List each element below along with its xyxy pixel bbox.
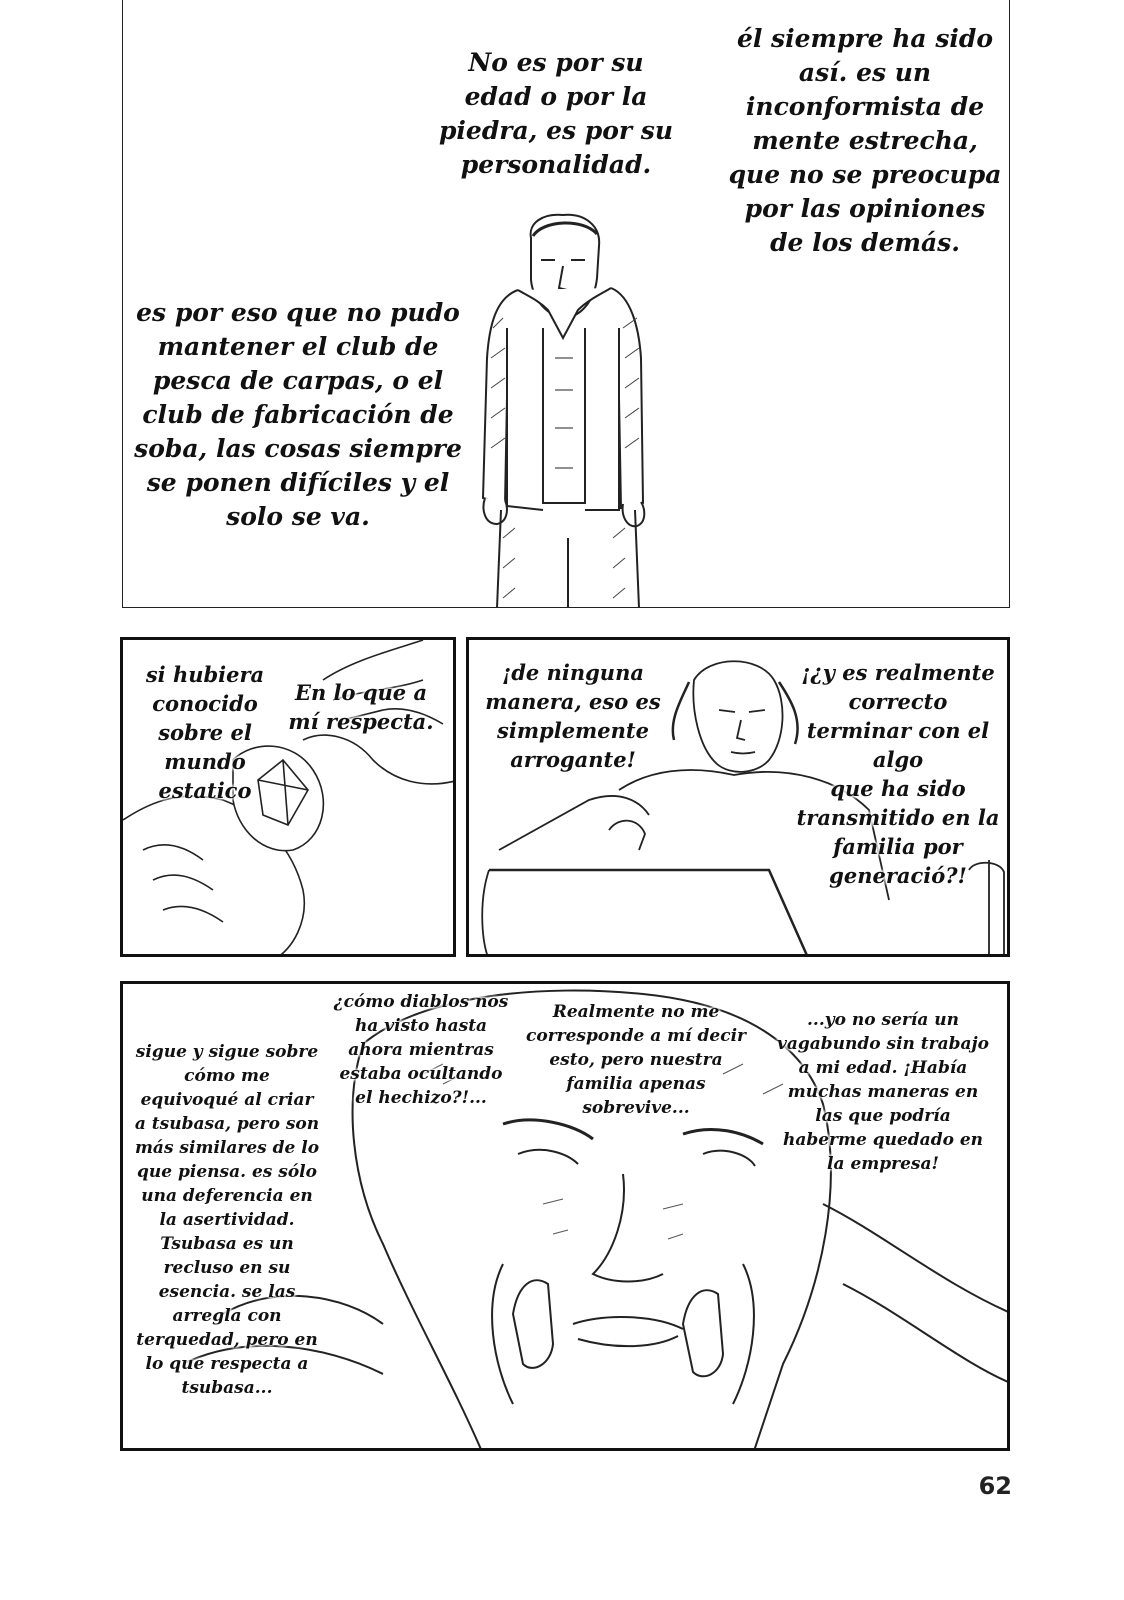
speech-bubble-personality: No es por su edad o por la piedra, es por su personalidad. bbox=[438, 48, 674, 179]
speech-bubble-as-for-me: En lo que a mí respecta. bbox=[288, 680, 434, 734]
speech-bubble-family-survives: Realmente no me corresponde a mí decir esto, pero nuestra familia apenas sobrevive... bbox=[526, 1002, 746, 1118]
speech-bubble-company: ...yo no sería un vagabundo sin trabajo a mi edad. ¡Había muchas maneras en las que podría haberme quedado en la empresa! bbox=[776, 1010, 990, 1174]
speech-bubble-clubs: es por eso que no pudo mantener el club de pesca de carpas, o el club de fabricación de soba, las cosas siempre se ponen difíciles y el solo se va. bbox=[134, 298, 462, 531]
panel-old-man-standing bbox=[122, 0, 1010, 608]
speech-bubble-nonconformist: él siempre ha sido así. es un inconformista de mente estrecha, que no se preocupa por las opiniones de los demás. bbox=[728, 24, 1002, 257]
panel-man-closeup bbox=[120, 981, 1010, 1451]
speech-bubble-raising-tsubasa: sigue y sigue sobre cómo me equivoqué al criar a tsubasa, pero son más similares de lo que piensa. es sólo una deferencia en la asertividad. Tsubasa es un recluso en su esencia. se las arregla con terquedad, pero en lo que respecta a tsubasa... bbox=[134, 1042, 320, 1398]
panel-hands-crystal bbox=[120, 637, 456, 957]
speech-bubble-hiding-spell: ¿cómo diablos nos ha visto hasta ahora mientras estaba ocultando el hechizo?!... bbox=[333, 992, 509, 1108]
speech-bubble-tradition: ¡¿y es realmente correcto terminar con el algo que ha sido transmitido en la familia por generació?! bbox=[796, 660, 1000, 888]
speech-bubble-arrogant: ¡de ninguna manera, eso es simplemente arrogante! bbox=[485, 660, 661, 772]
panel-woman-arguing bbox=[466, 637, 1010, 957]
speech-bubble-static-world: si hubiera conocido sobre el mundo estatico bbox=[145, 662, 265, 803]
page-number: 62 bbox=[978, 1472, 1012, 1500]
